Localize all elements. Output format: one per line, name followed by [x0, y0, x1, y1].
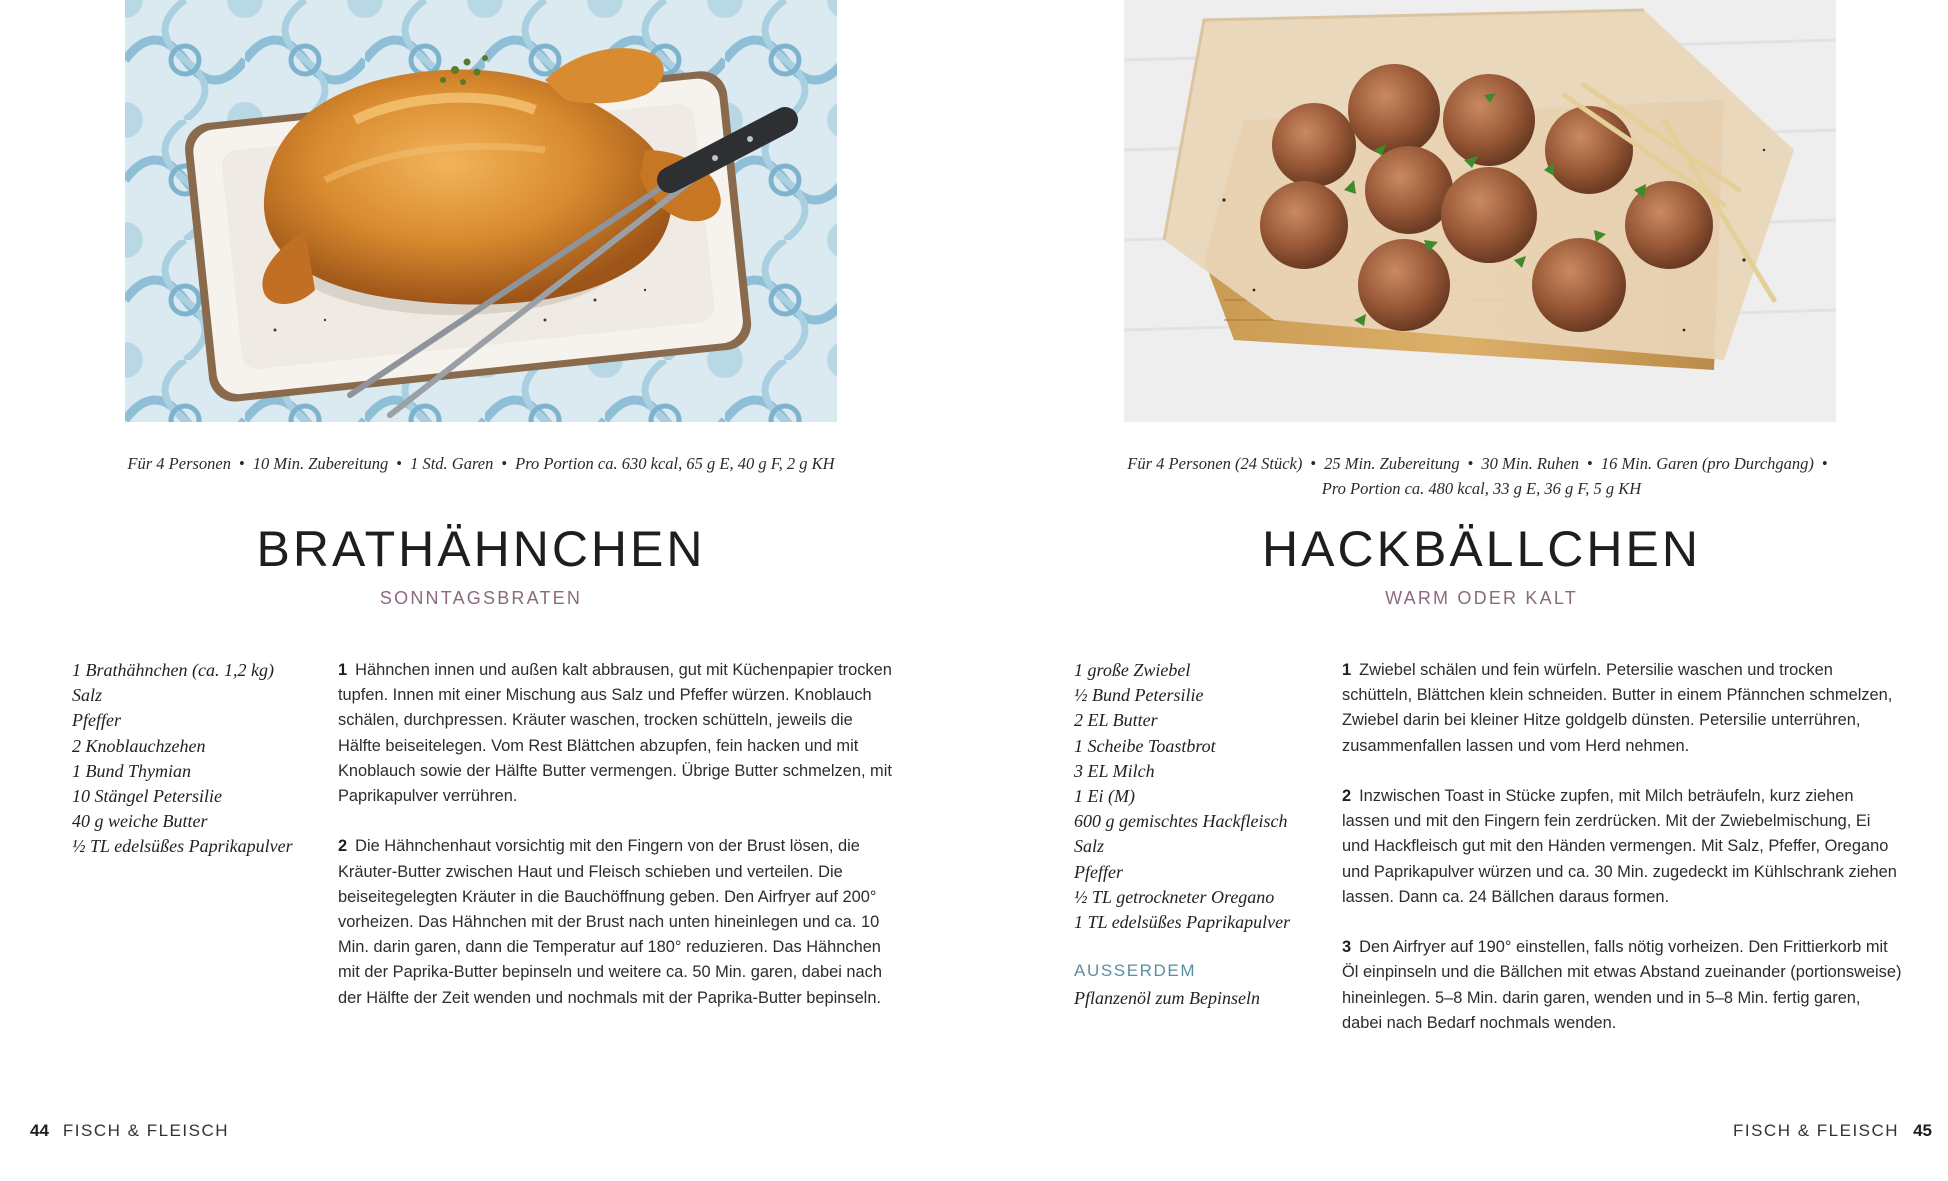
step-text: Die Hähnchenhaut vorsichtig mit den Fingern von der Brust lösen, die Kräuter-Butter zwischen Haut und Fleisch schieben und verteilen. Die beiseitegelegten Kräuter in die Bauchöffnung geben. Den Airfryer auf 200° vorheizen. Das Hähnchen mit der Brust nach unten hineinlegen und ca. 10 Min. darin garen, dann die Temperatur auf 180° reduzieren. Das Hähnchen mit der Paprika-Butter bepinseln und weitere ca. 50 Min. garen, dabei nach der Hälfte der Zeit wenden und nochmals mit der Paprika-Butter bepinseln.	[338, 837, 882, 1007]
prep-time: 25 Min. Zubereitung	[1324, 454, 1460, 473]
servings: Für 4 Personen (24 Stück)	[1127, 454, 1303, 473]
meatballs-image	[1124, 0, 1836, 422]
ingredient-item: Pfeffer	[72, 710, 121, 731]
section-name: FISCH & FLEISCH	[1732, 1121, 1900, 1140]
method-step	[338, 658, 898, 809]
ingredient-item: 1 Bund Thymian	[72, 760, 191, 781]
separator-dot: •	[239, 454, 245, 473]
ingredient-item: Salz	[72, 685, 103, 706]
meatballs-photo	[1124, 0, 1836, 422]
extra-ingredients-heading: AUSSERDEM	[1074, 961, 1197, 980]
ingredient-item: 1 TL edelsüßes Paprikapulver	[1074, 912, 1291, 933]
page-footer	[1733, 1121, 1932, 1141]
ingredient-item: 3 EL Milch	[1074, 760, 1155, 781]
nutrition: Pro Portion ca. 480 kcal, 33 g E, 36 g F, 5 g KH	[1321, 479, 1642, 498]
method-step	[1342, 784, 1902, 910]
ingredient-item: 1 Ei (M)	[1074, 786, 1135, 807]
separator-dot: •	[1587, 454, 1593, 473]
recipe-subtitle: SONNTAGSBRATEN	[379, 588, 583, 608]
recipe-title: HACKBÄLLCHEN	[1262, 521, 1701, 577]
ingredient-item: 2 Knoblauchzehen	[72, 735, 206, 756]
step-number: 1	[338, 661, 348, 679]
ingredient-item: 1 Brathähnchen (ca. 1,2 kg)	[72, 660, 274, 680]
rest-time: 30 Min. Ruhen	[1481, 454, 1580, 473]
extra-ingredient-item: Pflanzenöl zum Bepinseln	[1074, 988, 1260, 1008]
ingredient-item: 1 große Zwiebel	[1074, 660, 1191, 680]
ingredient-item: 40 g weiche Butter	[72, 811, 208, 832]
method-steps	[338, 658, 898, 1036]
ingredient-item: 600 g gemischtes Hackfleisch	[1074, 811, 1288, 832]
step-number: 2	[338, 837, 348, 856]
recipe-meta	[0, 451, 962, 476]
separator-dot: •	[396, 454, 403, 473]
step-text: Hähnchen innen und außen kalt abbrausen, gut mit Küchenpapier trocken tupfen. Innen mit einer Mischung aus Salz und Pfeffer würzen. Knoblauch schälen, durchpressen. Kräuter waschen, trocken schütteln, jeweils die Hälfte beiseitelegen. Vom Rest Blättchen abzupfen, fein hacken und mit Knoblauch sowie der Hälfte Butter vermengen. Übrige Butter schmelzen, mit Paprikapulver verrühren.	[338, 661, 892, 806]
ingredient-item: Pfeffer	[1074, 861, 1123, 882]
method-step	[1342, 935, 1902, 1036]
recipe-title: BRATHÄHNCHEN	[256, 521, 706, 577]
ingredient-item: ½ Bund Petersilie	[1074, 685, 1204, 706]
page-footer	[30, 1121, 229, 1141]
ingredient-list	[1074, 658, 1324, 935]
step-number: 1	[1342, 661, 1352, 679]
ingredient-item: 10 Stängel Petersilie	[72, 786, 222, 807]
method-step	[1342, 658, 1902, 759]
ingredient-list	[72, 658, 322, 860]
recipe-meta	[1124, 451, 1839, 501]
roast-chicken-image	[125, 0, 837, 422]
step-text: Zwiebel schälen und fein würfeln. Petersilie waschen und trocken schütteln, Blättchen klein schneiden. Butter in einem Pfännchen schmelzen, Zwiebel darin bei kleiner Hitze goldgelb dünsten. Petersilie unterrühren, zusammenfallen lassen und vom Herd nehmen.	[1342, 661, 1893, 755]
roast-chicken-photo	[125, 0, 837, 422]
recipe-meta-line-1	[1124, 451, 1839, 476]
separator-dot: •	[1821, 454, 1828, 473]
step-number: 2	[1342, 787, 1352, 805]
step-text: Inzwischen Toast in Stücke zupfen, mit Milch beträufeln, kurz ziehen lassen und mit den Fingern fein zerdrücken. Mit der Zwiebelmischung, Ei und Hackfleisch gut mit den Händen vermengen. Mit Salz, Pfeffer, Oregano und Paprikapulver würzen und ca. 30 Min. zugedeckt im Kühlschrank ziehen lassen. Dann ca. 24 Bällchen daraus formen.	[1342, 787, 1897, 906]
page-number: 45	[1913, 1121, 1932, 1140]
step-text: Den Airfryer auf 190° einstellen, falls nötig vorheizen. Den Frittierkorb mit Öl einpinseln und die Bällchen mit etwas Abstand zueinander (portionsweise) hineinlegen. 5–8 Min. darin garen, wenden und in 5–8 Min. fertig garen, dabei nach Bedarf nochmals wenden.	[1342, 938, 1902, 1032]
ingredient-item: 1 Scheibe Toastbrot	[1074, 735, 1216, 756]
page-number: 44	[30, 1121, 49, 1140]
cook-time: 1 Std. Garen	[410, 454, 494, 473]
separator-dot: •	[1467, 454, 1474, 473]
step-number: 3	[1342, 938, 1352, 957]
separator-dot: •	[1310, 454, 1317, 473]
ingredient-item: 2 EL Butter	[1074, 710, 1158, 731]
nutrition: Pro Portion ca. 630 kcal, 65 g E, 40 g F, 2 g KH	[515, 454, 835, 473]
right-page	[974, 0, 1948, 1181]
separator-dot: •	[501, 454, 508, 473]
method-step	[338, 834, 898, 1010]
method-steps	[1342, 658, 1902, 1061]
cook-time: 16 Min. Garen (pro Durchgang)	[1600, 454, 1814, 473]
ingredient-item: Salz	[1074, 836, 1105, 857]
section-name: FISCH & FLEISCH	[62, 1121, 230, 1140]
ingredient-item: ½ TL getrockneter Oregano	[1074, 886, 1275, 907]
prep-time: 10 Min. Zubereitung	[252, 454, 389, 473]
recipe-subtitle: WARM ODER KALT	[1385, 588, 1578, 608]
servings: Für 4 Personen	[127, 454, 231, 473]
ingredient-item: ½ TL edelsüßes Paprikapulver	[72, 836, 293, 857]
